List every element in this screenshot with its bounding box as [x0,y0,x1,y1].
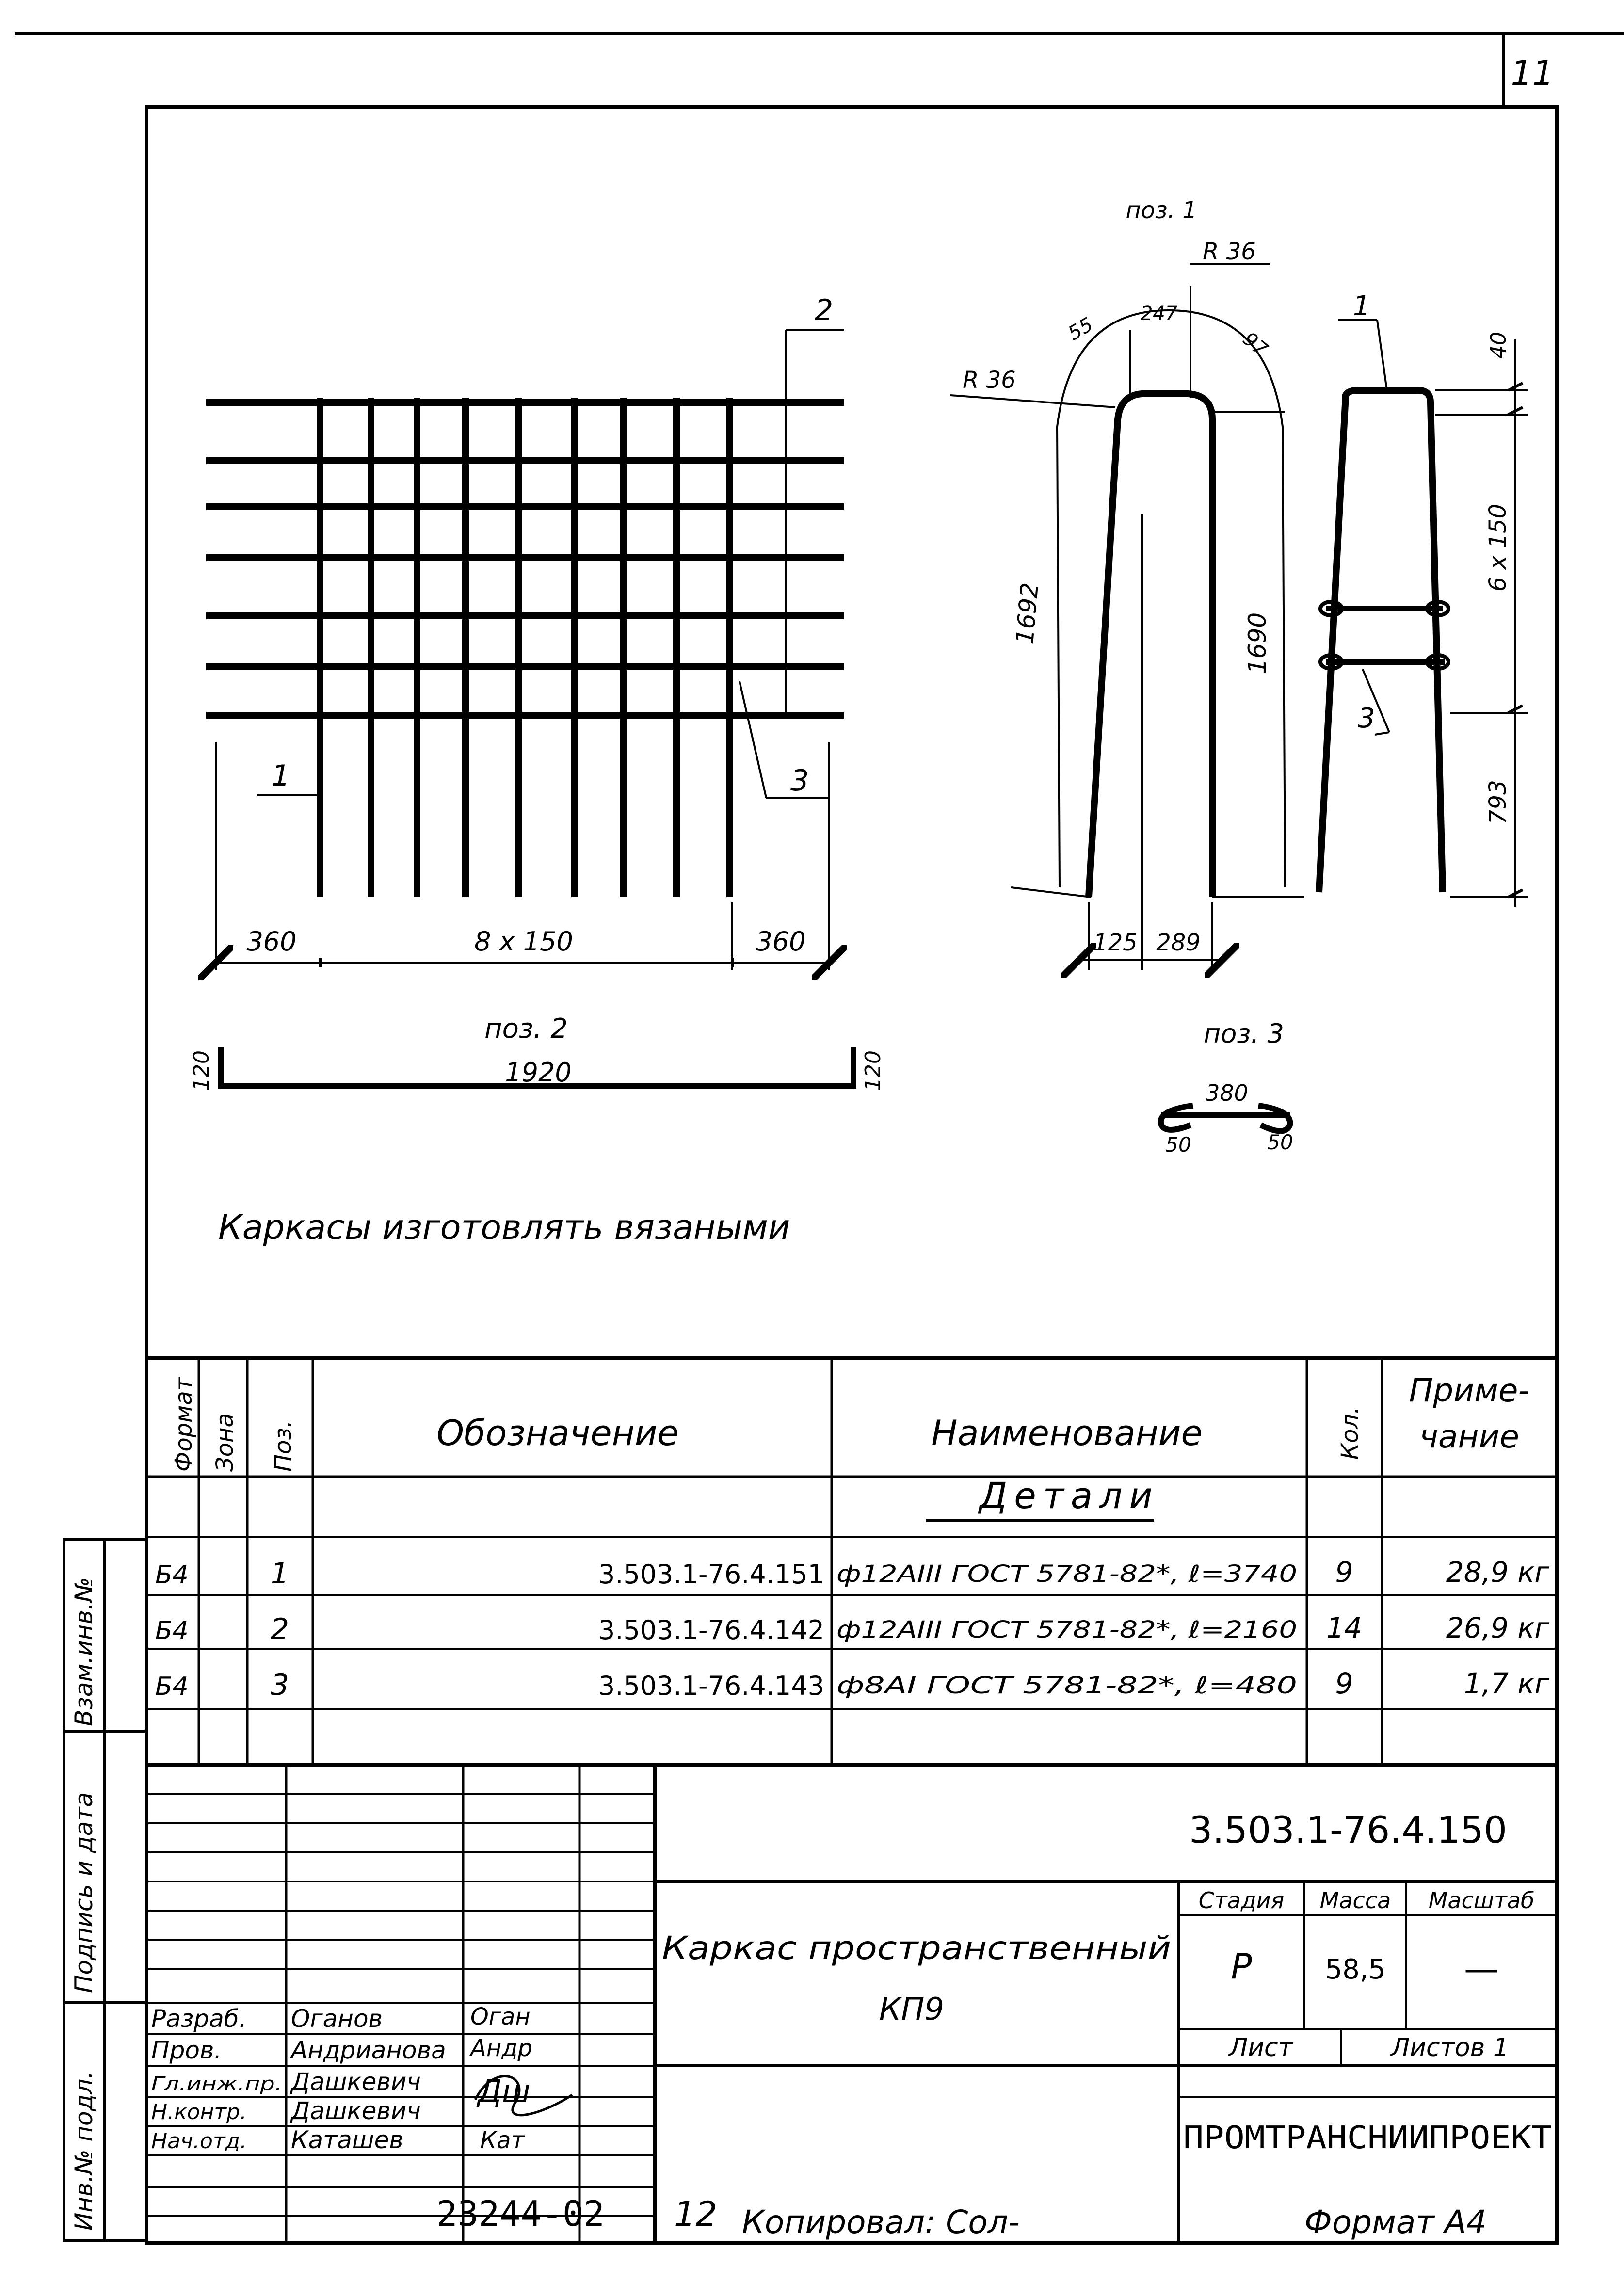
pos1-dim-247: 247 [1140,303,1178,325]
sheets-label: Листов 1 [1391,2033,1509,2062]
spec-row-name: ф12АIII ГОСТ 5781-82*, ℓ=2160 [836,1616,1297,1643]
footer-number: 12 [674,2194,718,2234]
spec-row-qty: 14 [1326,1611,1362,1644]
organization-name: ПРОМТРАНСНИИПРОЕКТ [1183,2120,1552,2156]
pos1-dim-1690: 1690 [1243,612,1271,674]
scale-value: — [1464,1948,1499,1989]
spec-header-format: Формат [170,1377,197,1472]
signature-role: Гл.инж.пр. [151,2073,282,2094]
pos1-dim-289: 289 [1156,929,1201,956]
inventory-number: 23244-02 [436,2193,605,2234]
spec-row-designation: 3.503.1-76.4.142 [598,1615,824,1645]
side-dim-40: 40 [1486,332,1511,359]
pos3-dim-50-right: 50 [1267,1130,1293,1154]
spec-row-format: Б4 [155,1616,189,1645]
mesh-dim-360-right: 360 [756,926,806,957]
side-dim-793: 793 [1484,780,1511,824]
pos2-dim-1920: 1920 [505,1057,572,1088]
mass-value: 58,5 [1325,1954,1386,1985]
side-dim-6x150: 6 x 150 [1484,503,1511,592]
side-stamp-replace: Взам.инв.№ [70,1577,98,1726]
signature-role: Разраб. [151,2005,247,2033]
mesh-dim-8x150: 8 x 150 [474,926,573,957]
list-item [151,2003,531,2033]
spec-header-qty: Кол. [1336,1406,1364,1460]
signature-name: Каташев [291,2126,403,2154]
scale-label: Масштаб [1428,1887,1535,1913]
stage-label: Стадия [1198,1887,1285,1913]
side-stamp-sign-date: Подпись и дата [70,1792,98,1993]
pos3-dim-380: 380 [1206,1080,1248,1106]
table-row [155,1667,1550,1702]
mesh-callout-1: 1 [272,759,290,793]
signature-name: Андрианова [291,2036,446,2064]
signature-role: Нач.отд. [151,2129,247,2154]
stage-value: Р [1231,1946,1252,1987]
spec-row-pos: 1 [270,1557,289,1591]
list-item [151,2126,525,2154]
signature-role: Н.контр. [151,2100,247,2124]
spec-row-designation: 3.503.1-76.4.143 [598,1671,824,1701]
pos1-dim-R36-left: R 36 [963,367,1016,394]
pos3-hook [1161,1106,1290,1131]
list-item [151,2035,532,2064]
pos3-label: поз. 3 [1204,1018,1284,1049]
spec-header-note-1: Приме- [1409,1372,1530,1409]
signature-name: Дашкевич [291,2068,421,2096]
signature-mark: Дш [478,2074,531,2110]
pos1-label: поз. 1 [1126,197,1197,224]
mass-label: Масса [1319,1887,1391,1913]
pos2-label: поз. 2 [484,1013,568,1045]
spec-row-designation: 3.503.1-76.4.151 [598,1559,824,1590]
document-subtitle: КП9 [879,1992,945,2027]
signature-name: Оганов [291,2005,383,2033]
copied-by: Копировал: Сол- [742,2203,1020,2241]
spec-header-pos: Поз. [270,1420,297,1472]
spec-header-designation: Обозначение [436,1413,679,1453]
table-row [155,1556,1550,1591]
spec-row-note: 28,9 кг [1446,1556,1549,1589]
signature-mark: Андр [470,2035,532,2062]
mesh-dim-360-left: 360 [246,926,297,957]
pos1-dim-55: 55 [1064,313,1097,345]
spec-row-qty: 9 [1335,1556,1353,1589]
spec-row-format: Б4 [155,1672,189,1701]
pos2-dim-120-left: 120 [189,1050,214,1091]
pos1-dim-125: 125 [1093,929,1138,956]
page-number: 11 [1511,53,1554,93]
spec-header-note-2: чание [1419,1418,1520,1455]
spec-row-qty: 9 [1335,1667,1353,1700]
spec-section-title: Детали [979,1475,1159,1517]
pos3-dim-50-left: 50 [1165,1133,1191,1157]
spec-header-zone: Зона [211,1413,239,1472]
pos1-dim-R36-top: R 36 [1203,238,1256,265]
signature-mark: Кат [480,2127,525,2154]
spec-row-format: Б4 [155,1560,189,1590]
spec-row-name: ф12АIII ГОСТ 5781-82*, ℓ=3740 [836,1560,1297,1588]
pos2-dim-120-right: 120 [861,1050,885,1091]
spec-header-name: Наименование [931,1413,1203,1453]
pos1-dim-1692: 1692 [1011,581,1045,646]
spec-row-pos: 3 [270,1668,289,1702]
pos1-dim-97: 97 [1238,328,1272,361]
spec-row-name: ф8АI ГОСТ 5781-82*, ℓ=480 [836,1672,1297,1699]
spec-row-note: 26,9 кг [1446,1611,1549,1644]
document-code: 3.503.1-76.4.150 [1189,1808,1507,1851]
signature-mark: Оган [470,2003,531,2030]
mesh-drawing [206,330,844,970]
side-stamp-inv-orig: Инв.№ подл. [70,2071,98,2231]
spec-row-note: 1,7 кг [1463,1667,1549,1700]
document-title: Каркас пространственный [662,1929,1171,1967]
side-callout-3: 3 [1358,703,1375,734]
format-label: Формат А4 [1304,2203,1487,2241]
mesh-callout-2: 2 [815,293,834,327]
fabrication-note: Каркасы изготовлять вязаными [218,1207,790,1247]
side-callout-1: 1 [1353,290,1370,322]
signature-role: Пров. [151,2036,222,2064]
table-row [155,1611,1550,1646]
mesh-callout-3: 3 [790,764,809,798]
sheet-label: Лист [1229,2033,1293,2062]
spec-row-pos: 2 [270,1612,289,1646]
signature-name: Дашкевич [291,2097,421,2125]
